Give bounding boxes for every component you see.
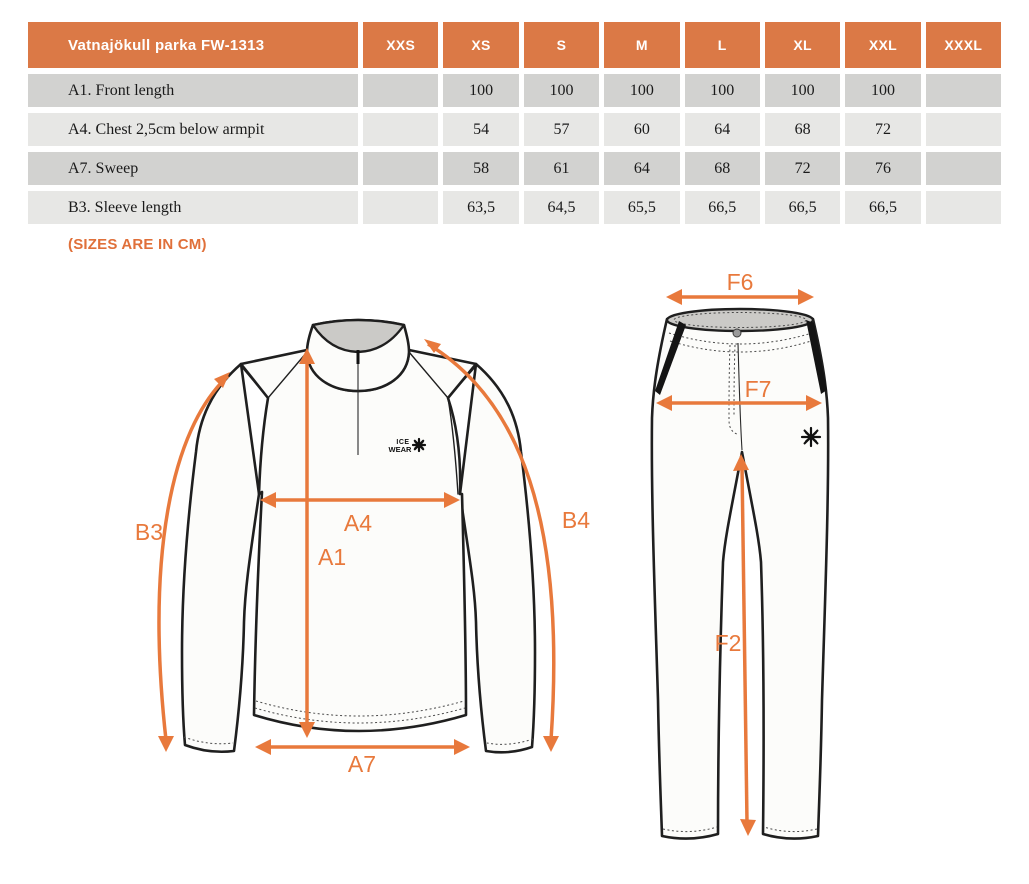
table-cell: 61 xyxy=(524,152,599,185)
jacket-drawing xyxy=(182,320,535,752)
table-cell: 100 xyxy=(604,74,679,107)
table-cell: 72 xyxy=(765,152,840,185)
snowflake-icon xyxy=(802,428,820,446)
table-cell: 66,5 xyxy=(685,191,760,224)
table-cell: 68 xyxy=(685,152,760,185)
table-cell xyxy=(363,113,438,146)
pants-diagram xyxy=(628,270,898,870)
logo-text-ice: ICE xyxy=(396,439,410,446)
table-cell: 63,5 xyxy=(443,191,518,224)
size-header-xl: XL xyxy=(765,22,840,68)
size-header-xxl: XXL xyxy=(845,22,920,68)
f2-arrowhead-bottom xyxy=(740,819,756,836)
table-cell: 57 xyxy=(524,113,599,146)
jacket-right-sleeve xyxy=(460,364,535,752)
table-cell xyxy=(926,74,1001,107)
table-cell: 100 xyxy=(845,74,920,107)
size-header-l: L xyxy=(685,22,760,68)
table-cell xyxy=(363,191,438,224)
jacket-diagram xyxy=(78,288,618,808)
f6-label: F6 xyxy=(726,269,754,295)
f2-label: F2 xyxy=(714,630,742,656)
table-cell: 54 xyxy=(443,113,518,146)
table-cell: 64 xyxy=(685,113,760,146)
table-cell: 58 xyxy=(443,152,518,185)
size-table xyxy=(28,22,1001,224)
size-header-s: S xyxy=(524,22,599,68)
table-cell: 66,5 xyxy=(845,191,920,224)
logo-text-wear: WEAR xyxy=(388,445,412,454)
table-cell: 64 xyxy=(604,152,679,185)
table-cell: 100 xyxy=(685,74,760,107)
row-label: A4. Chest 2,5cm below armpit xyxy=(28,113,358,146)
f6-arrowhead-right xyxy=(798,289,814,305)
row-label: A7. Sweep xyxy=(28,152,358,185)
a7-label: A7 xyxy=(347,751,377,777)
snowflake-icon xyxy=(413,439,425,451)
table-cell: 60 xyxy=(604,113,679,146)
table-cell xyxy=(926,191,1001,224)
table-cell xyxy=(926,113,1001,146)
a1-label: A1 xyxy=(318,544,347,570)
pants-drawing xyxy=(652,309,828,839)
table-cell: 66,5 xyxy=(765,191,840,224)
pants-waistband xyxy=(667,309,813,331)
table-cell: 100 xyxy=(765,74,840,107)
pants-button xyxy=(733,329,741,337)
a4-label: A4 xyxy=(343,510,373,536)
size-header-xxs: XXS xyxy=(363,22,438,68)
table-cell: 64,5 xyxy=(524,191,599,224)
table-cell: 68 xyxy=(765,113,840,146)
a7-arrowhead-left xyxy=(255,739,271,755)
size-header-xxxl: XXXL xyxy=(926,22,1001,68)
f6-arrowhead-left xyxy=(666,289,682,305)
table-cell: 65,5 xyxy=(604,191,679,224)
table-cell: 100 xyxy=(443,74,518,107)
size-header-xs: XS xyxy=(443,22,518,68)
table-cell xyxy=(926,152,1001,185)
size-header-m: M xyxy=(604,22,679,68)
b4-arrowhead-bottom xyxy=(543,736,559,752)
product-title-cell: Vatnajökull parka FW-1313 xyxy=(28,22,358,68)
table-cell xyxy=(363,152,438,185)
f2-arrow xyxy=(742,466,747,822)
row-label: B3. Sleeve length xyxy=(28,191,358,224)
a7-arrowhead-right xyxy=(454,739,470,755)
table-cell: 72 xyxy=(845,113,920,146)
row-label: A1. Front length xyxy=(28,74,358,107)
table-cell: 76 xyxy=(845,152,920,185)
a1-arrowhead-bottom xyxy=(299,722,315,738)
table-cell xyxy=(363,74,438,107)
table-cell: 100 xyxy=(524,74,599,107)
b3-label: B3 xyxy=(134,519,164,545)
b4-label: B4 xyxy=(561,507,591,533)
f7-label: F7 xyxy=(744,376,772,402)
sizes-in-cm-note: (SIZES ARE IN CM) xyxy=(68,236,207,253)
b3-arrowhead-bottom xyxy=(158,736,174,752)
